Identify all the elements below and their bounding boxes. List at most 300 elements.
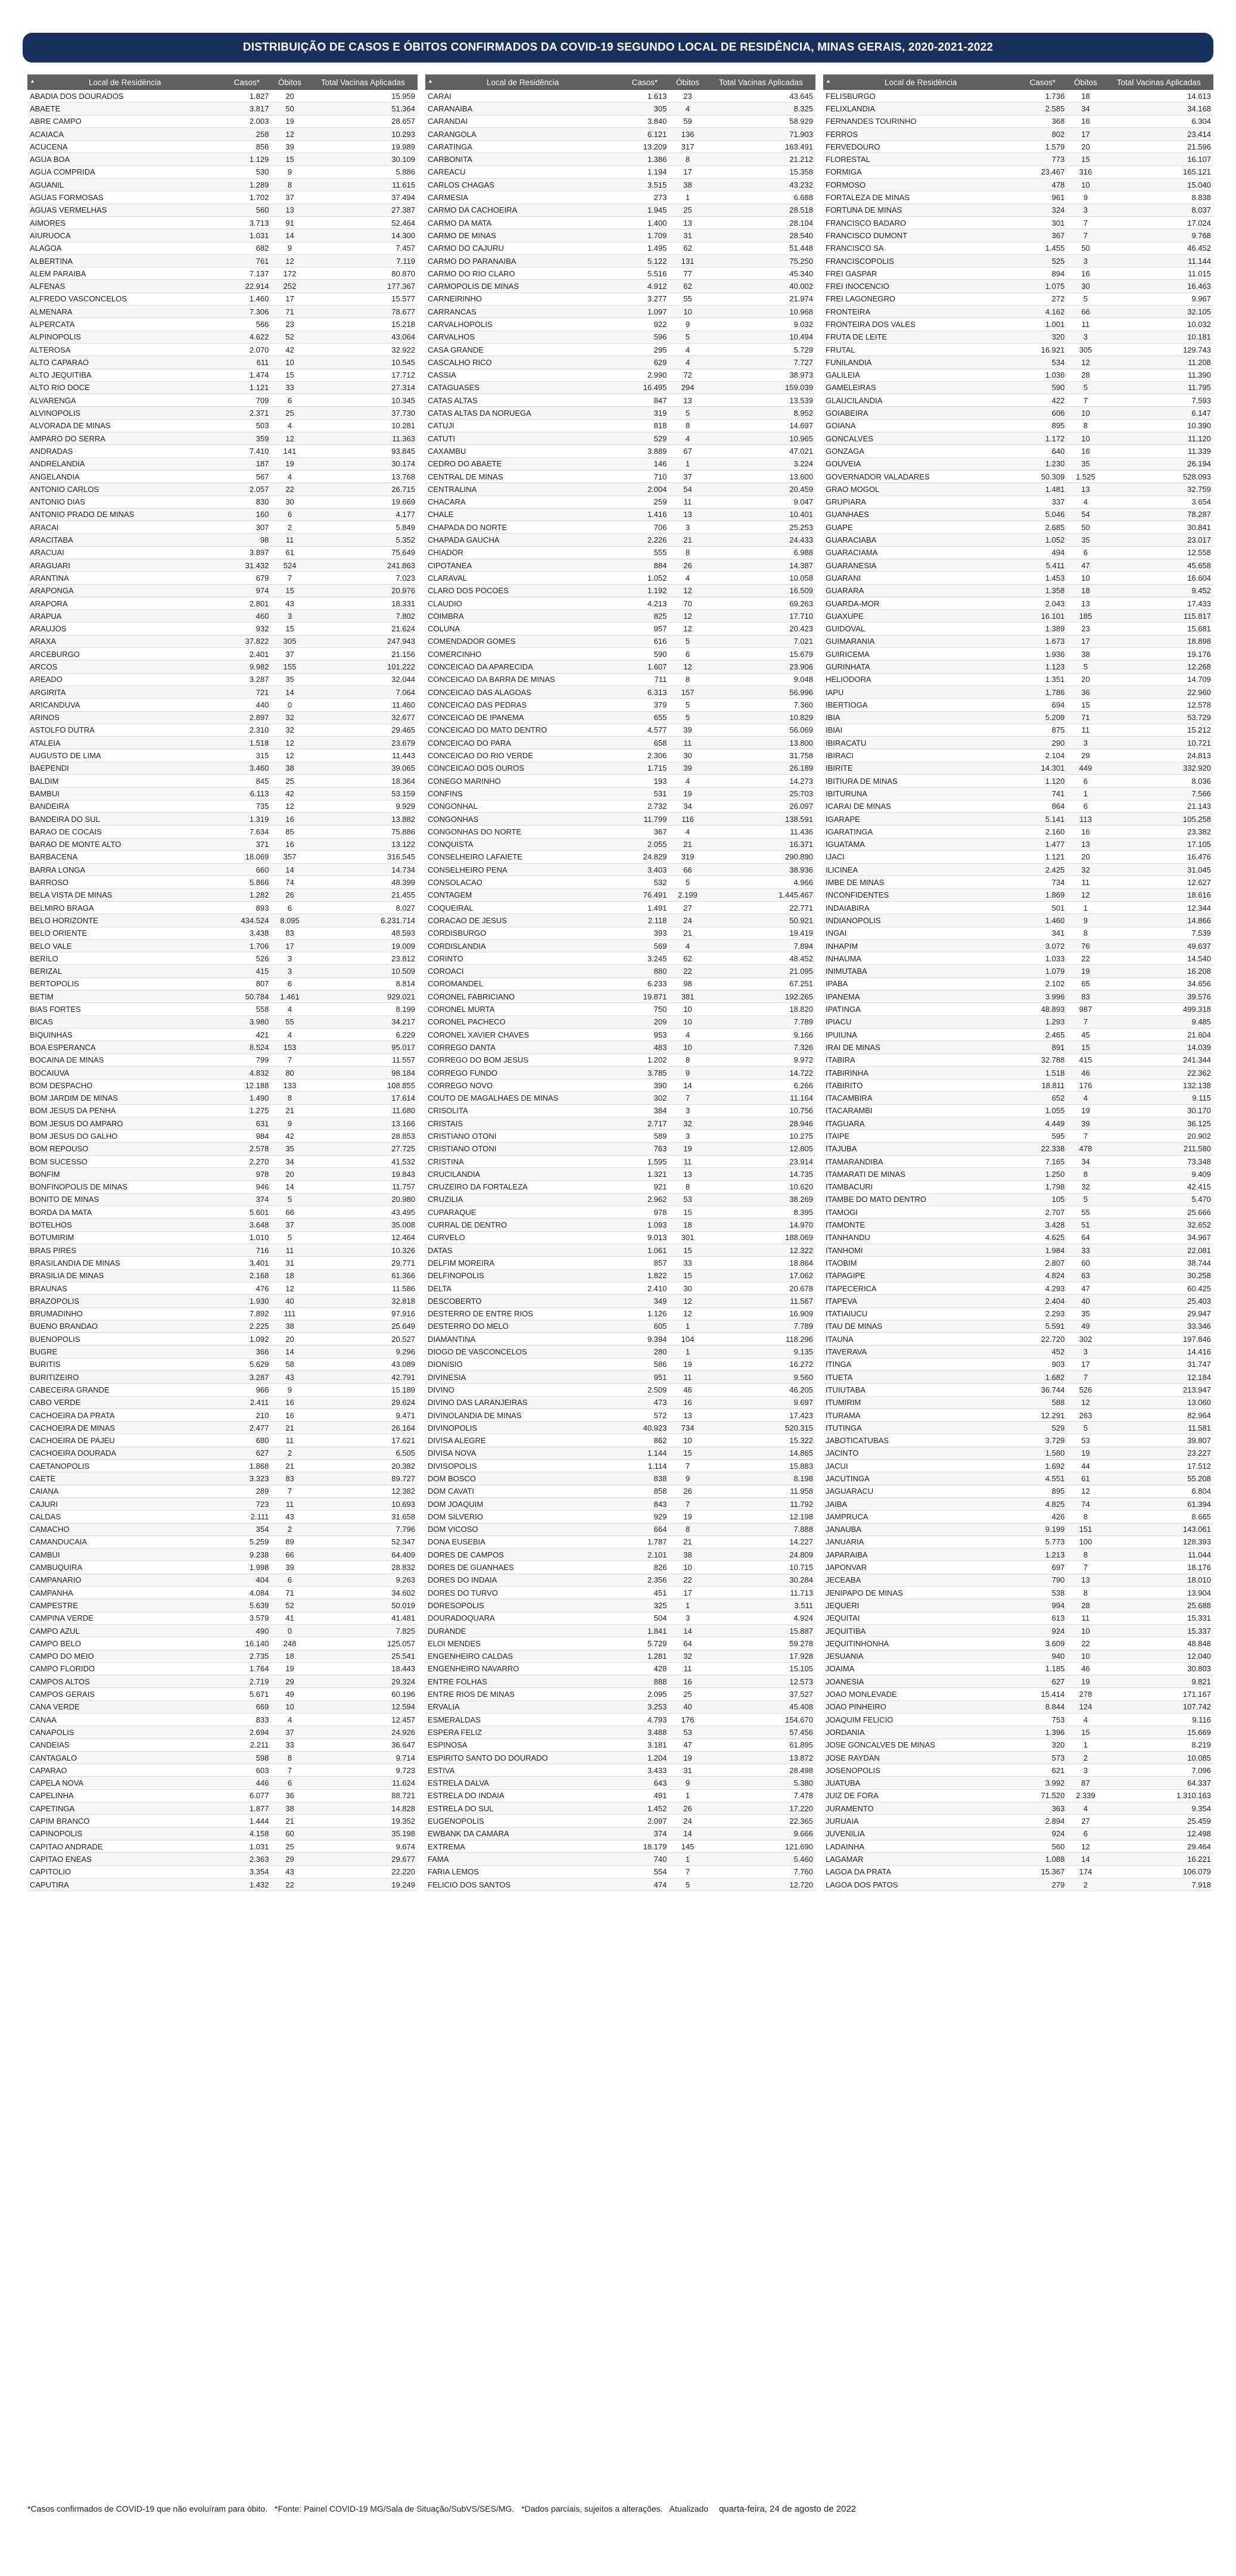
cell-deaths: 19 — [669, 1751, 706, 1764]
cell-local: BURITIZEIRO — [27, 1370, 223, 1383]
cell-vax: 50.921 — [706, 914, 815, 927]
cell-cases: 595 — [1019, 1130, 1067, 1142]
cell-deaths: 10 — [669, 1003, 706, 1016]
cell-local: ALBERTINA — [27, 254, 223, 267]
cell-local: AGUAS FORMOSAS — [27, 191, 223, 204]
cell-vax: 9.115 — [1104, 1092, 1213, 1104]
cell-deaths: 10 — [271, 1700, 308, 1713]
cell-vax: 26.097 — [706, 800, 815, 812]
cell-vax: 11.164 — [706, 1092, 815, 1104]
cell-vax: 520.315 — [706, 1422, 815, 1434]
cell-deaths: 36 — [271, 1789, 308, 1802]
cell-cases: 295 — [621, 343, 670, 356]
header-cases[interactable]: Casos* — [223, 74, 272, 90]
cell-cases: 1.682 — [1019, 1370, 1067, 1383]
cell-vax: 138.591 — [706, 812, 815, 825]
cell-deaths: 38 — [271, 1802, 308, 1815]
cell-cases: 529 — [1019, 1422, 1067, 1434]
cell-local: CAETANOPOLIS — [27, 1460, 223, 1472]
cell-local: COQUEIRAL — [425, 902, 621, 914]
cell-local: CARNEIRINHO — [425, 292, 621, 305]
cell-deaths: 13 — [669, 216, 706, 229]
table-row — [27, 812, 418, 825]
cell-local: BALDIM — [27, 775, 223, 787]
cell-cases: 7.137 — [223, 267, 272, 280]
cell-cases: 4.625 — [1019, 1231, 1067, 1244]
cell-deaths: 33 — [669, 1257, 706, 1269]
cell-local: ILICINEA — [823, 864, 1019, 876]
cell-deaths: 8 — [669, 1054, 706, 1066]
cell-deaths: 7 — [669, 1460, 706, 1472]
cell-deaths: 24 — [669, 1815, 706, 1827]
cell-deaths: 27 — [1067, 1815, 1104, 1827]
table-row — [823, 939, 1213, 952]
cell-vax: 29.464 — [1104, 1840, 1213, 1852]
table-row — [27, 1016, 418, 1028]
cell-deaths: 6 — [1067, 775, 1104, 787]
cell-vax: 13.122 — [309, 838, 418, 851]
table-row — [823, 775, 1213, 787]
cell-deaths: 23 — [271, 318, 308, 331]
cell-cases: 847 — [621, 394, 670, 407]
table-row — [27, 1155, 418, 1167]
header-local[interactable]: ▲ Local de Residência — [27, 74, 223, 90]
cell-local: IMBE DE MINAS — [823, 876, 1019, 889]
cell-deaths: 294 — [669, 381, 706, 394]
cell-cases: 193 — [621, 775, 670, 787]
table-row — [823, 1637, 1213, 1650]
cell-deaths: 7 — [1067, 1561, 1104, 1574]
table-row — [27, 1130, 418, 1142]
cell-deaths: 4 — [669, 1028, 706, 1041]
cell-vax: 29.465 — [309, 724, 418, 736]
cell-deaths: 5 — [669, 699, 706, 711]
cell-vax: 128.393 — [1104, 1535, 1213, 1548]
cell-deaths: 3 — [1067, 254, 1104, 267]
cell-cases: 1.031 — [223, 229, 272, 242]
cell-cases: 2.118 — [621, 914, 670, 927]
cell-cases: 367 — [621, 826, 670, 838]
cell-local: HELIODORA — [823, 673, 1019, 686]
table-row — [27, 1587, 418, 1599]
cell-cases: 5.516 — [621, 267, 670, 280]
cell-vax: 10.345 — [309, 394, 418, 407]
cell-deaths: 15 — [1067, 1726, 1104, 1739]
header-cases[interactable]: Casos* — [621, 74, 670, 90]
cell-cases: 8.844 — [1019, 1700, 1067, 1713]
cell-local: BIQUINHAS — [27, 1028, 223, 1041]
cell-vax: 9.929 — [309, 800, 418, 812]
cell-vax: 159.039 — [706, 381, 815, 394]
cell-vax: 12.594 — [309, 1700, 418, 1713]
cell-vax: 11.567 — [706, 1295, 815, 1307]
cell-vax: 528.093 — [1104, 470, 1213, 482]
header-vax[interactable]: Total Vacinas Aplicadas — [1104, 74, 1213, 90]
cell-vax: 20.980 — [309, 1193, 418, 1206]
table-row — [27, 559, 418, 571]
cell-vax: 30.803 — [1104, 1662, 1213, 1675]
cell-vax: 10.965 — [706, 432, 815, 445]
cell-deaths: 37 — [271, 648, 308, 661]
cell-deaths: 30 — [1067, 280, 1104, 292]
cell-vax: 16.371 — [706, 838, 815, 851]
cell-vax: 177.367 — [309, 280, 418, 292]
cell-deaths: 12 — [1067, 889, 1104, 901]
cell-vax: 36.125 — [1104, 1117, 1213, 1130]
cell-local: CLARO DOS POCOES — [425, 584, 621, 597]
table-row — [27, 1574, 418, 1586]
cell-local: ARCOS — [27, 661, 223, 673]
cell-deaths: 3 — [1067, 331, 1104, 343]
cell-local: ESPIRITO SANTO DO DOURADO — [425, 1751, 621, 1764]
cell-cases: 1.126 — [621, 1307, 670, 1320]
cell-local: ABAETE — [27, 102, 223, 115]
table-row — [425, 216, 815, 229]
cell-vax: 11.713 — [706, 1587, 815, 1599]
cell-local: ENTRE FOLHAS — [425, 1675, 621, 1688]
header-vax[interactable]: Total Vacinas Aplicadas — [706, 74, 815, 90]
cell-local: CANAPOLIS — [27, 1726, 223, 1739]
table-row — [823, 115, 1213, 127]
cell-deaths: 4 — [271, 1003, 308, 1016]
cell-local: CASCALHO RICO — [425, 356, 621, 369]
cell-local: DATAS — [425, 1244, 621, 1257]
cell-vax: 18.864 — [706, 1257, 815, 1269]
cell-vax: 6.231.714 — [309, 914, 418, 927]
cell-deaths: 15 — [669, 1447, 706, 1459]
cell-cases: 924 — [1019, 1624, 1067, 1637]
cell-deaths: 15 — [1067, 1041, 1104, 1054]
table-row — [823, 686, 1213, 698]
cell-vax: 45.340 — [706, 267, 815, 280]
cell-cases: 1.764 — [223, 1662, 272, 1675]
cell-deaths: 13 — [1067, 483, 1104, 496]
cell-local: AGUANIL — [27, 179, 223, 191]
table-row — [27, 1726, 418, 1739]
cell-local: BARROSO — [27, 876, 223, 889]
table-row — [823, 1574, 1213, 1586]
cell-deaths: 7 — [669, 1865, 706, 1878]
cell-cases: 3.609 — [1019, 1637, 1067, 1650]
cell-vax: 26.715 — [309, 483, 418, 496]
cell-deaths: 8 — [1067, 1587, 1104, 1599]
table-row — [823, 737, 1213, 749]
cell-local: FELICIO DOS SANTOS — [425, 1878, 621, 1890]
cell-deaths: 7 — [1067, 1016, 1104, 1028]
cell-deaths: 8 — [669, 673, 706, 686]
cell-cases: 5.629 — [223, 1358, 272, 1370]
cell-deaths: 22 — [669, 1574, 706, 1586]
cell-vax: 61.366 — [309, 1269, 418, 1282]
cell-local: CAMANDUCAIA — [27, 1535, 223, 1548]
cell-cases: 160 — [223, 508, 272, 521]
cell-cases: 1.936 — [1019, 648, 1067, 661]
cell-deaths: 2 — [271, 521, 308, 534]
cell-local: CEDRO DO ABAETE — [425, 457, 621, 470]
cell-local: DIONISIO — [425, 1358, 621, 1370]
table-row — [27, 216, 418, 229]
cell-local: FLORESTAL — [823, 153, 1019, 166]
header-cases[interactable]: Casos* — [1019, 74, 1067, 90]
cell-local: GUARACIAMA — [823, 546, 1019, 559]
cell-local: CAPELINHA — [27, 1789, 223, 1802]
cell-vax: 16.463 — [1104, 280, 1213, 292]
cell-cases: 631 — [223, 1117, 272, 1130]
table-row — [27, 1142, 418, 1155]
table-row — [425, 1434, 815, 1447]
cell-vax: 15.577 — [309, 292, 418, 305]
cell-vax: 7.539 — [1104, 927, 1213, 939]
table-row — [27, 1447, 418, 1459]
table-row — [27, 1206, 418, 1219]
table-row — [823, 407, 1213, 419]
table-row — [425, 826, 815, 838]
cell-cases: 2.425 — [1019, 864, 1067, 876]
cell-deaths: 1 — [1067, 787, 1104, 800]
cell-local: ASTOLFO DUTRA — [27, 724, 223, 736]
cell-vax: 5.460 — [706, 1853, 815, 1865]
table-row — [823, 356, 1213, 369]
cell-cases: 1.052 — [1019, 534, 1067, 546]
cell-local: CAMACHO — [27, 1523, 223, 1535]
cell-local: JANUARIA — [823, 1535, 1019, 1548]
cell-local: LAGOA DOS PATOS — [823, 1878, 1019, 1890]
cell-local: ITAGUARA — [823, 1117, 1019, 1130]
table-row — [425, 229, 815, 242]
cell-cases: 2.270 — [223, 1155, 272, 1167]
cell-vax: 9.166 — [706, 1028, 815, 1041]
table-row — [27, 1257, 418, 1269]
cell-local: ITAJUBA — [823, 1142, 1019, 1155]
cell-deaths: 71 — [271, 306, 308, 318]
cell-local: ITAUNA — [823, 1333, 1019, 1345]
table-row — [27, 965, 418, 977]
cell-vax: 20.902 — [1104, 1130, 1213, 1142]
table-row — [823, 191, 1213, 204]
cell-deaths: 5 — [669, 876, 706, 889]
cell-cases: 1.114 — [621, 1460, 670, 1472]
cell-local: ITAVERAVA — [823, 1345, 1019, 1358]
cell-cases: 31.432 — [223, 559, 272, 571]
cell-deaths: 10 — [669, 1434, 706, 1447]
header-deaths[interactable]: Óbitos — [1067, 74, 1104, 90]
cell-vax: 26.164 — [309, 1422, 418, 1434]
cell-cases: 105 — [1019, 1193, 1067, 1206]
cell-local: FRUTAL — [823, 343, 1019, 356]
cell-local: ARCEBURGO — [27, 648, 223, 661]
cell-local: IBIRACI — [823, 749, 1019, 762]
cell-deaths: 39 — [1067, 1117, 1104, 1130]
cell-vax: 25.403 — [1104, 1295, 1213, 1307]
cell-local: INHAUMA — [823, 952, 1019, 965]
cell-cases: 3.277 — [621, 292, 670, 305]
cell-local: ALTO RIO DOCE — [27, 381, 223, 394]
cell-deaths: 10 — [669, 306, 706, 318]
cell-local: ALAGOA — [27, 242, 223, 254]
cell-deaths: 23 — [669, 90, 706, 102]
cell-vax: 32.044 — [309, 673, 418, 686]
cell-vax: 9.135 — [706, 1345, 815, 1358]
cell-cases: 187 — [223, 457, 272, 470]
header-deaths[interactable]: Óbitos — [669, 74, 706, 90]
cell-cases: 5.866 — [223, 876, 272, 889]
cell-vax: 108.855 — [309, 1079, 418, 1092]
cell-vax: 42.791 — [309, 1370, 418, 1383]
table-row — [425, 1447, 815, 1459]
cell-deaths: 5 — [1067, 1422, 1104, 1434]
cell-local: INDIANOPOLIS — [823, 914, 1019, 927]
cell-deaths: 55 — [1067, 1206, 1104, 1219]
cell-cases: 2.097 — [621, 1815, 670, 1827]
cell-deaths: 18 — [271, 1269, 308, 1282]
table-row — [425, 280, 815, 292]
cell-cases: 966 — [223, 1384, 272, 1396]
table-row — [27, 1472, 418, 1485]
cell-cases: 421 — [223, 1028, 272, 1041]
cell-local: BOA ESPERANCA — [27, 1041, 223, 1054]
cell-vax: 60.196 — [309, 1688, 418, 1700]
table-row — [27, 1269, 418, 1282]
cell-deaths: 43 — [271, 1865, 308, 1878]
table-row — [27, 1815, 418, 1827]
cell-vax: 21.156 — [309, 648, 418, 661]
cell-local: INDAIABIRA — [823, 902, 1019, 914]
cell-cases: 478 — [1019, 179, 1067, 191]
cell-vax: 163.491 — [706, 141, 815, 153]
cell-cases: 1.607 — [621, 661, 670, 673]
cell-local: GLAUCILANDIA — [823, 394, 1019, 407]
cell-deaths: 14 — [1067, 1853, 1104, 1865]
table-row — [823, 1714, 1213, 1726]
cell-cases: 393 — [621, 927, 670, 939]
table-row — [823, 1370, 1213, 1383]
cell-deaths: 23 — [1067, 622, 1104, 635]
table-row — [27, 1422, 418, 1434]
table-row — [27, 1827, 418, 1840]
table-row — [27, 952, 418, 965]
cell-cases: 71.520 — [1019, 1789, 1067, 1802]
cell-cases: 856 — [223, 141, 272, 153]
cell-vax: 18.010 — [1104, 1574, 1213, 1586]
cell-cases: 483 — [621, 1041, 670, 1054]
cell-cases: 12.188 — [223, 1079, 272, 1092]
cell-local: ALFREDO VASCONCELOS — [27, 292, 223, 305]
cell-deaths: 66 — [271, 1206, 308, 1219]
cell-local: ANTONIO CARLOS — [27, 483, 223, 496]
cell-local: CATUTI — [425, 432, 621, 445]
cell-vax: 10.275 — [706, 1130, 815, 1142]
table-row — [425, 1599, 815, 1612]
cell-deaths: 3 — [271, 965, 308, 977]
cell-vax: 14.734 — [309, 864, 418, 876]
cell-deaths: 141 — [271, 445, 308, 457]
cell-cases: 4.162 — [1019, 306, 1067, 318]
header-local[interactable]: ▲ Local de Residência — [823, 74, 1019, 90]
header-vax[interactable]: Total Vacinas Aplicadas — [309, 74, 418, 90]
footnote — [27, 2504, 861, 2514]
cell-local: FRONTEIRA DOS VALES — [823, 318, 1019, 331]
table-row — [425, 1231, 815, 1244]
cell-cases: 23.467 — [1019, 166, 1067, 178]
cell-deaths: 14 — [271, 864, 308, 876]
cell-deaths: 14 — [271, 229, 308, 242]
cell-cases: 978 — [223, 1168, 272, 1180]
cell-cases: 1.185 — [1019, 1662, 1067, 1675]
cell-deaths: 4 — [1067, 1714, 1104, 1726]
cell-local: CIPOTANEA — [425, 559, 621, 571]
table-row — [425, 1422, 815, 1434]
cell-deaths: 734 — [669, 1422, 706, 1434]
cell-local: JUIZ DE FORA — [823, 1789, 1019, 1802]
cell-vax: 61.394 — [1104, 1497, 1213, 1510]
cell-deaths: 3 — [669, 1130, 706, 1142]
cell-cases: 932 — [223, 622, 272, 635]
cell-local: GONZAGA — [823, 445, 1019, 457]
cell-local: CABECEIRA GRANDE — [27, 1384, 223, 1396]
cell-local: BOM JESUS DO AMPARO — [27, 1117, 223, 1130]
cell-local: CRISTIANO OTONI — [425, 1142, 621, 1155]
cell-deaths: 33 — [1067, 1244, 1104, 1257]
cell-local: IBITIURA DE MINAS — [823, 775, 1019, 787]
cell-vax: 16.909 — [706, 1307, 815, 1320]
table-row — [823, 902, 1213, 914]
cell-cases: 390 — [621, 1079, 670, 1092]
cell-cases: 605 — [621, 1320, 670, 1332]
header-deaths[interactable]: Óbitos — [271, 74, 308, 90]
cell-vax: 52.347 — [309, 1535, 418, 1548]
cell-deaths: 4 — [271, 1028, 308, 1041]
cell-cases: 572 — [621, 1409, 670, 1421]
cell-vax: 8.814 — [309, 977, 418, 990]
cell-deaths: 9 — [271, 166, 308, 178]
cell-local: ITINGA — [823, 1358, 1019, 1370]
cell-cases: 366 — [223, 1345, 272, 1358]
cell-cases: 15.414 — [1019, 1688, 1067, 1700]
table-row — [425, 1853, 815, 1865]
cell-cases: 3.488 — [621, 1726, 670, 1739]
table-row — [425, 1206, 815, 1219]
table-row — [27, 381, 418, 394]
table-row — [425, 584, 815, 597]
cell-deaths: 1 — [669, 457, 706, 470]
header-local[interactable]: ▲ Local de Residência — [425, 74, 621, 90]
cell-deaths: 12 — [669, 622, 706, 635]
table-row — [27, 939, 418, 952]
cell-local: CHALE — [425, 508, 621, 521]
table-row — [425, 141, 815, 153]
table-row — [425, 914, 815, 927]
cell-deaths: 3 — [1067, 1764, 1104, 1777]
cell-deaths: 6 — [271, 1777, 308, 1789]
cell-deaths: 25 — [669, 1688, 706, 1700]
cell-cases: 22.720 — [1019, 1333, 1067, 1345]
cell-deaths: 24 — [669, 914, 706, 927]
cell-deaths: 317 — [669, 141, 706, 153]
cell-deaths: 15 — [669, 1269, 706, 1282]
cell-local: ARGIRITA — [27, 686, 223, 698]
cell-deaths: 19 — [669, 787, 706, 800]
cell-vax: 45.408 — [706, 1700, 815, 1713]
cell-deaths: 8.095 — [271, 914, 308, 927]
cell-vax: 56.069 — [706, 724, 815, 736]
cell-local: COMERCINHO — [425, 648, 621, 661]
cell-vax: 78.287 — [1104, 508, 1213, 521]
cell-cases: 753 — [1019, 1714, 1067, 1726]
cell-vax: 8.198 — [706, 1472, 815, 1485]
cell-vax: 14.697 — [706, 419, 815, 432]
table-row — [425, 762, 815, 774]
cell-cases: 3.245 — [621, 952, 670, 965]
